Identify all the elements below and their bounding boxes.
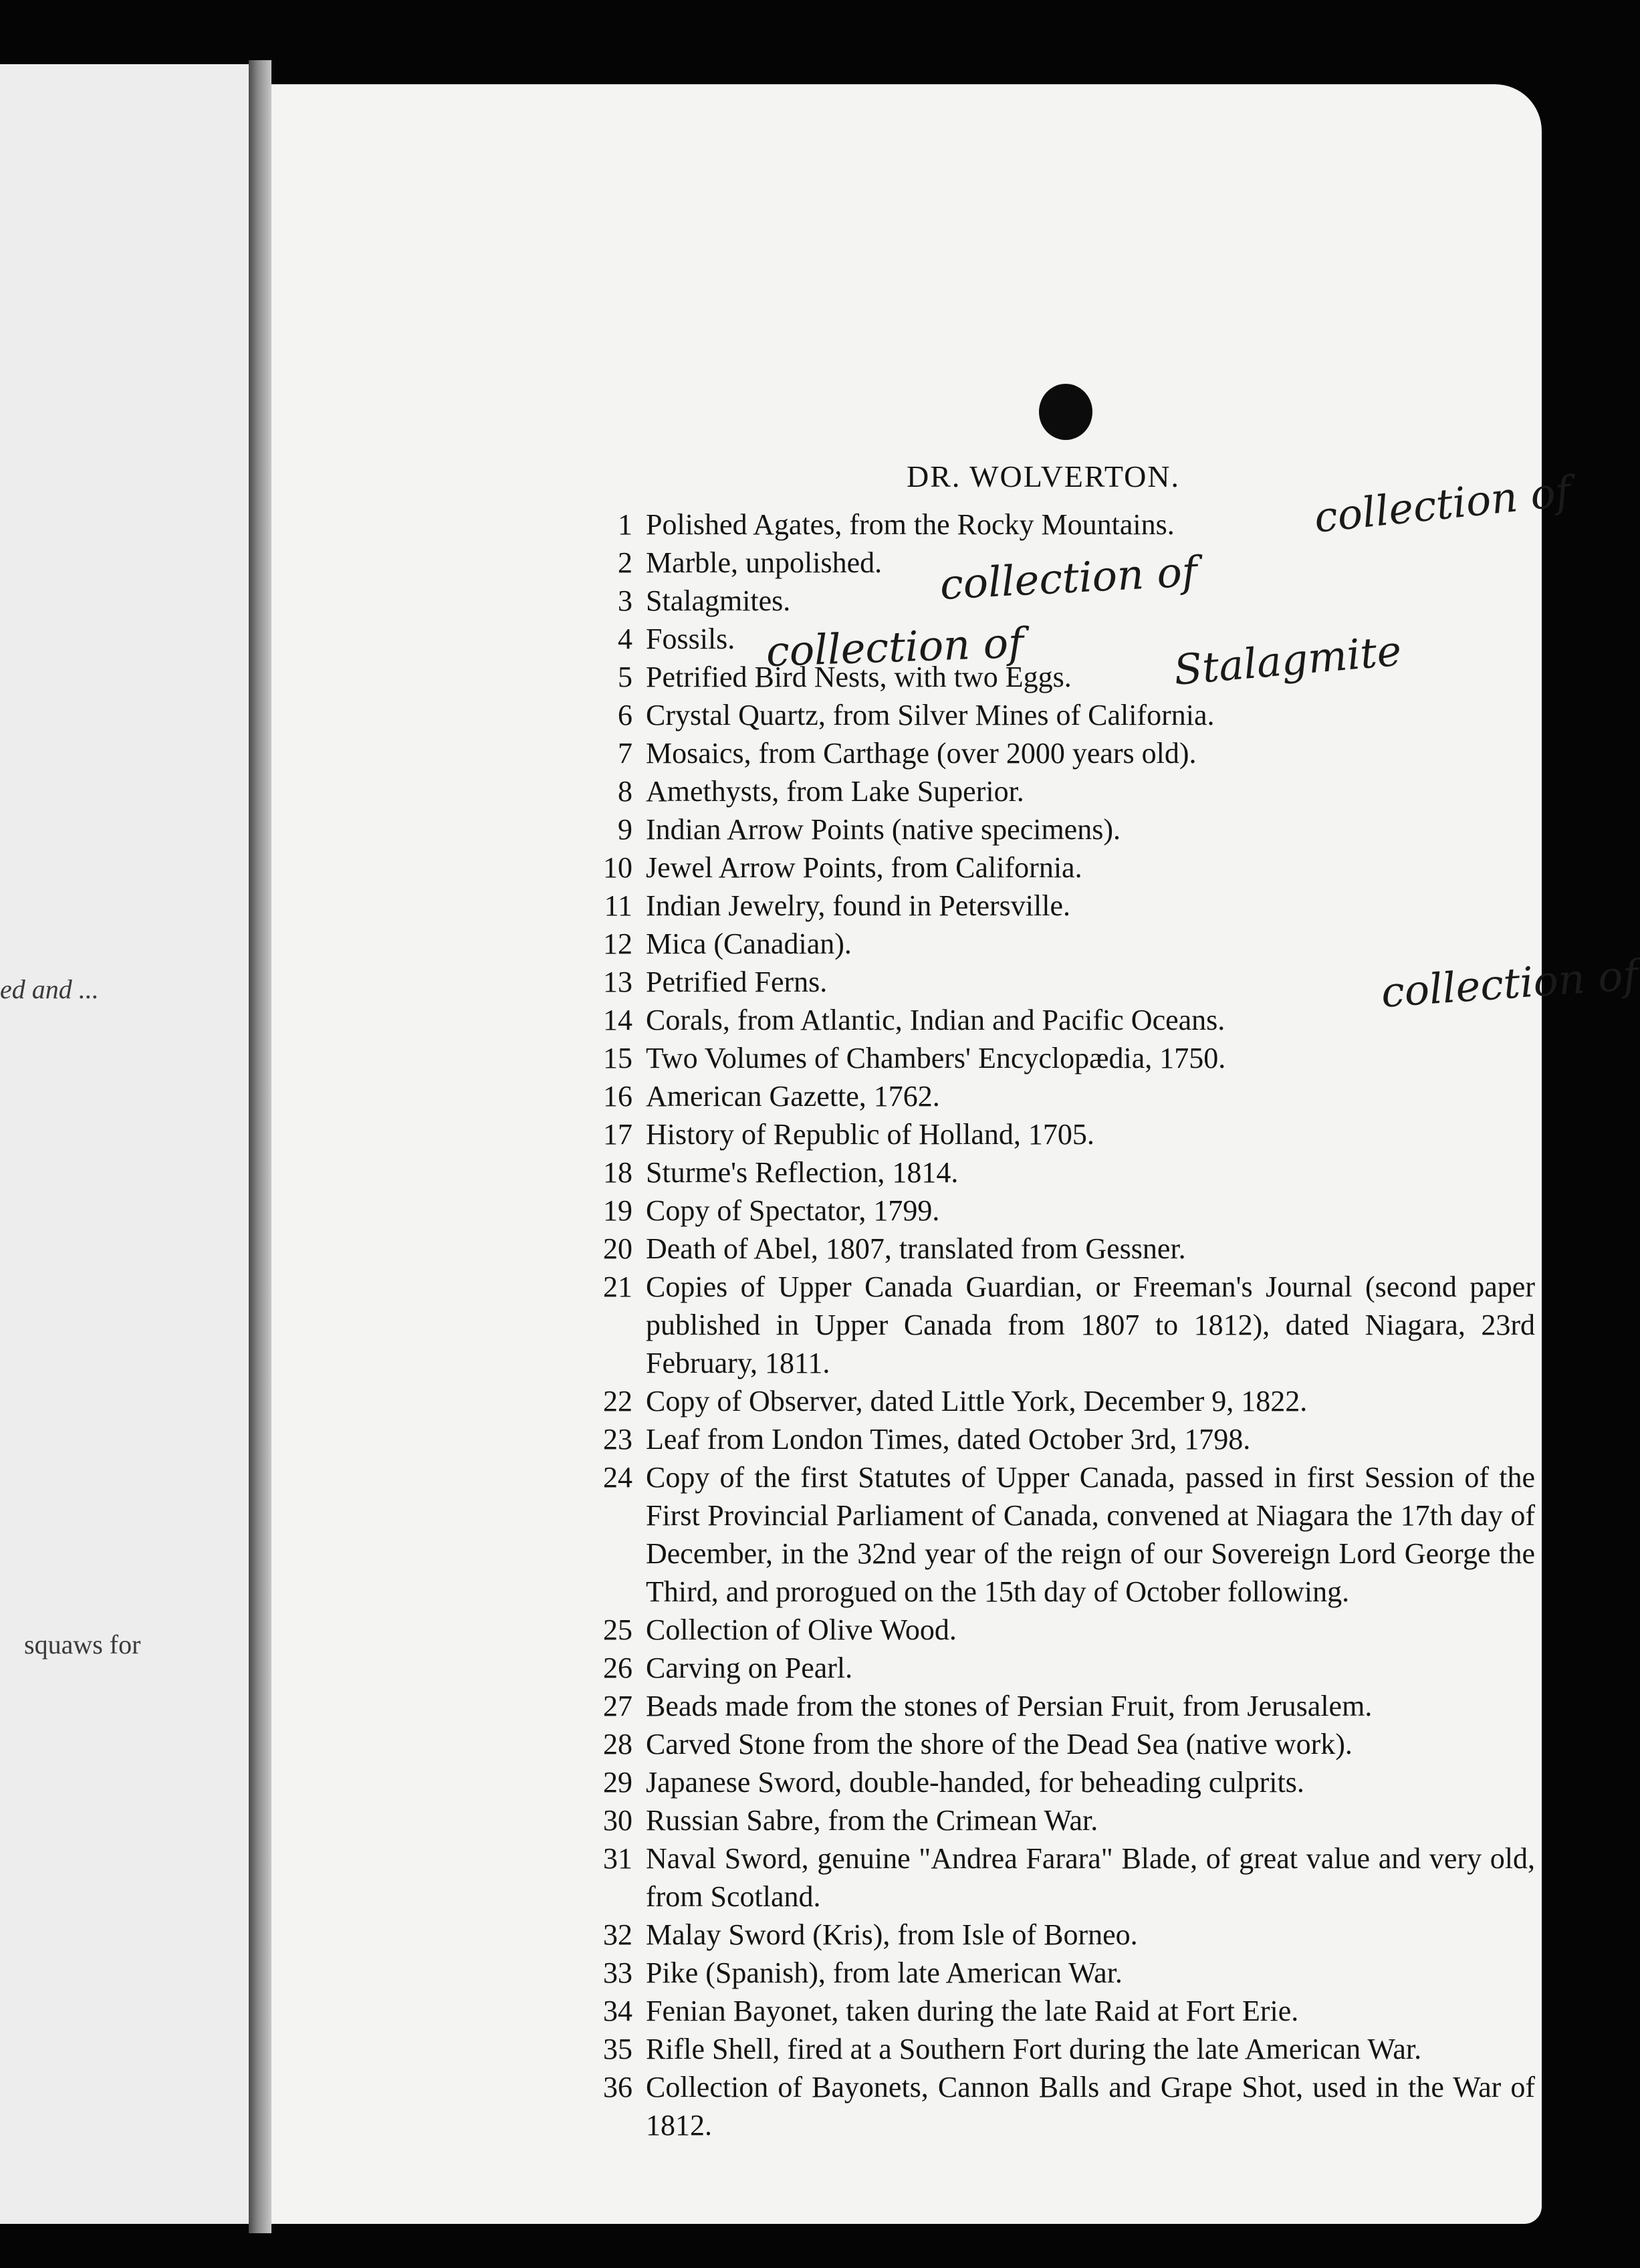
item-number: 3 [618, 584, 632, 617]
item-text: Copies of Upper Canada Guardian, or Freeman's Journal (second paper published in Upper Canada from 1807 to 1812), dated Niagara, 23rd February, 1811. [646, 1270, 1535, 1379]
item-number: 12 [603, 927, 632, 960]
item-number: 15 [603, 1042, 632, 1074]
item-text: Fenian Bayonet, taken during the late Raid at Fort Erie. [646, 1995, 1299, 2027]
item-text: Copy of Observer, dated Little York, December 9, 1822. [646, 1385, 1308, 1418]
item-number: 35 [603, 2033, 632, 2065]
item-text: Stalagmites. [646, 584, 791, 617]
item-text: Amethysts, from Lake Superior. [646, 775, 1024, 808]
list-item [586, 1954, 1535, 1992]
item-text: Copy of the first Statutes of Upper Canada, passed in first Session of the First Provincial Parliament of Canada, convened at Niagara the 17th day of December, in the 32nd year of the reign of our Sovereign Lord George the Third, and prorogued on the 15th day of October following. [646, 1461, 1535, 1608]
item-text: Mosaics, from Carthage (over 2000 years old). [646, 737, 1197, 770]
item-text: Copy of Spectator, 1799. [646, 1194, 940, 1227]
list-item [586, 1420, 1535, 1458]
item-text: Carved Stone from the shore of the Dead Sea (native work). [646, 1728, 1353, 1761]
list-item [586, 1763, 1535, 1801]
item-text: Crystal Quartz, from Silver Mines of California. [646, 699, 1215, 731]
item-number: 4 [618, 622, 632, 655]
left-page-handwritten-fragment: ed and ... [0, 974, 99, 1004]
item-text: Indian Jewelry, found in Petersville. [646, 889, 1070, 922]
handwritten-note-2: collection of [939, 546, 1199, 609]
item-number: 32 [603, 1918, 632, 1951]
item-number: 29 [603, 1766, 632, 1799]
item-number: 10 [603, 851, 632, 884]
item-text: American Gazette, 1762. [646, 1080, 940, 1113]
item-list [586, 505, 1535, 2144]
item-text: Beads made from the stones of Persian Fruit, from Jerusalem. [646, 1690, 1373, 1722]
item-number: 20 [603, 1232, 632, 1265]
item-text: Collection of Bayonets, Cannon Balls and Grape Shot, used in the War of 1812. [646, 2071, 1535, 2142]
item-number: 2 [618, 546, 632, 579]
list-item [586, 1992, 1535, 2030]
list-item [586, 887, 1535, 925]
item-number: 8 [618, 775, 632, 808]
handwritten-note-3: collection of [765, 618, 1025, 676]
item-number: 19 [603, 1194, 632, 1227]
item-text: Mica (Canadian). [646, 927, 852, 960]
document-page [271, 84, 1640, 2224]
left-page [0, 64, 249, 2224]
item-text: Naval Sword, genuine "Andrea Farara" Blade, of great value and very old, from Scotland. [646, 1842, 1535, 1913]
item-text: History of Republic of Holland, 1705. [646, 1118, 1094, 1151]
item-number: 21 [603, 1270, 632, 1303]
item-number: 9 [618, 813, 632, 846]
item-text: Jewel Arrow Points, from California. [646, 851, 1082, 884]
list-item [586, 1611, 1535, 1649]
item-number: 27 [603, 1690, 632, 1722]
item-number: 18 [603, 1156, 632, 1189]
list-item [586, 1916, 1535, 1954]
item-text: Death of Abel, 1807, translated from Gessner. [646, 1232, 1186, 1265]
item-text: Rifle Shell, fired at a Southern Fort during the late American War. [646, 2033, 1422, 2065]
list-item [586, 810, 1535, 848]
item-text: Corals, from Atlantic, Indian and Pacific Oceans. [646, 1004, 1225, 1036]
item-text: Malay Sword (Kris), from Isle of Borneo. [646, 1918, 1138, 1951]
item-number: 26 [603, 1652, 632, 1684]
item-text: Leaf from London Times, dated October 3rd, 1798. [646, 1423, 1251, 1456]
list-item [586, 925, 1535, 963]
list-item [586, 772, 1535, 810]
list-item [586, 1839, 1535, 1916]
list-item [586, 1687, 1535, 1725]
item-text: Carving on Pearl. [646, 1652, 853, 1684]
item-number: 14 [603, 1004, 632, 1036]
book-gutter [249, 60, 271, 2233]
item-text: Marble, unpolished. [646, 546, 883, 579]
list-item [586, 1115, 1535, 1153]
list-item [586, 1801, 1535, 1839]
item-text: Collection of Olive Wood. [646, 1613, 957, 1646]
item-text: Russian Sabre, from the Crimean War. [646, 1804, 1098, 1837]
item-number: 13 [603, 966, 632, 998]
item-number: 11 [604, 889, 632, 922]
list-item [586, 1039, 1535, 1077]
item-number: 22 [603, 1385, 632, 1418]
list-item [586, 734, 1535, 772]
list-item [586, 1649, 1535, 1687]
item-number: 36 [603, 2071, 632, 2104]
left-page-printed-fragment: squaws for [24, 1629, 141, 1660]
item-number: 24 [603, 1461, 632, 1494]
item-text: Sturme's Reflection, 1814. [646, 1156, 959, 1189]
page-title: DR. WOLVERTON. [907, 459, 1181, 493]
item-text: Pike (Spanish), from late American War. [646, 1956, 1123, 1989]
list-item [586, 696, 1535, 734]
item-number: 1 [618, 508, 632, 541]
item-number: 25 [603, 1613, 632, 1646]
item-text: Two Volumes of Chambers' Encyclopædia, 1750. [646, 1042, 1226, 1074]
item-number: 6 [618, 699, 632, 731]
item-text: Japanese Sword, double-handed, for beheading culprits. [646, 1766, 1304, 1799]
item-number: 33 [603, 1956, 632, 1989]
list-item [586, 1230, 1535, 1268]
list-item [586, 848, 1535, 887]
item-number: 34 [603, 1995, 632, 2027]
item-number: 31 [603, 1842, 632, 1875]
item-text: Fossils. [646, 622, 735, 655]
item-text: Polished Agates, from the Rocky Mountains. [646, 508, 1175, 541]
list-item [586, 1725, 1535, 1763]
handwritten-note-4: Stalagmite [1171, 626, 1403, 695]
list-item [586, 1153, 1535, 1192]
handwritten-note-5: collection of [1379, 950, 1640, 1017]
list-item [586, 2068, 1535, 2144]
handwritten-note-1: collection of [1312, 466, 1573, 542]
item-number: 17 [603, 1118, 632, 1151]
ink-blot [1039, 384, 1092, 440]
item-text: Petrified Ferns. [646, 966, 828, 998]
item-number: 5 [618, 661, 632, 693]
item-number: 30 [603, 1804, 632, 1837]
list-item [586, 1458, 1535, 1611]
list-item [586, 1382, 1535, 1420]
item-number: 7 [618, 737, 632, 770]
item-text: Petrified Bird Nests, with two Eggs. [646, 661, 1072, 693]
list-item [586, 2030, 1535, 2068]
item-number: 28 [603, 1728, 632, 1761]
item-text: Indian Arrow Points (native specimens). [646, 813, 1121, 846]
list-item [586, 1077, 1535, 1115]
item-number: 23 [603, 1423, 632, 1456]
list-item [586, 1268, 1535, 1382]
item-number: 16 [603, 1080, 632, 1113]
list-item [586, 1192, 1535, 1230]
